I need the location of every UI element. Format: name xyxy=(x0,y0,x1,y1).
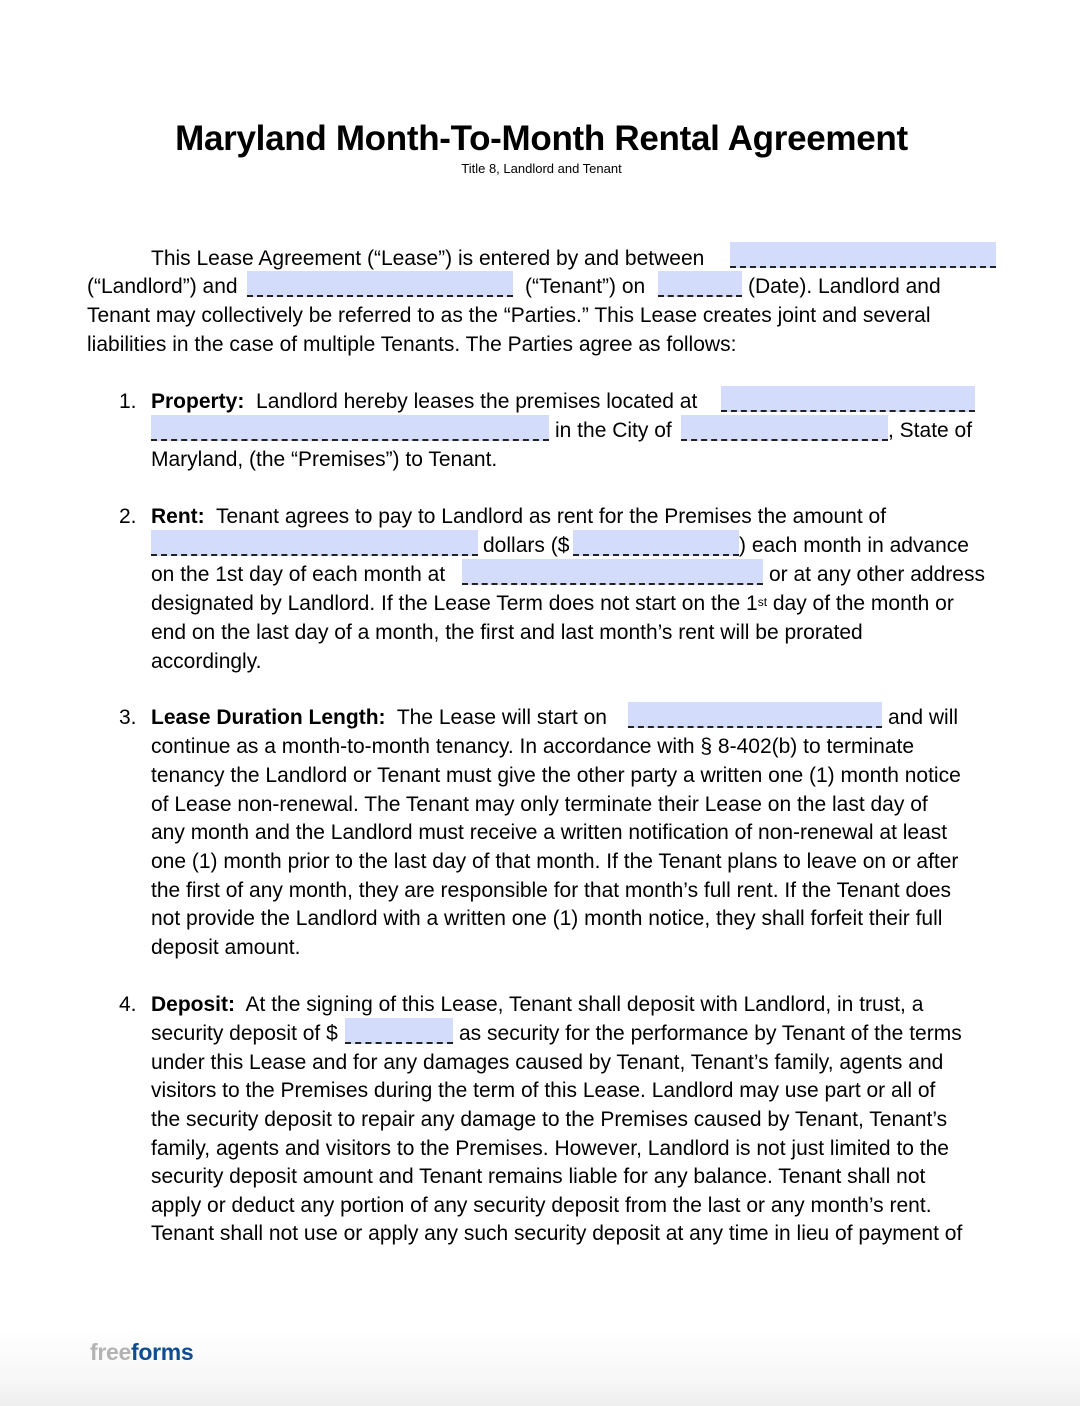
section-1-line-1 xyxy=(151,389,697,415)
section-2-text-4b: day of the month or xyxy=(767,592,954,615)
rent-amount-number-field[interactable] xyxy=(573,530,739,556)
section-2-heading: Rent: xyxy=(151,505,205,528)
section-2-text-3a: on the 1st day of each month at xyxy=(151,563,446,586)
intro-line-2b: (“Tenant”) on xyxy=(525,275,646,298)
section-2-text-5: end on the last day of a month, the first and last month’s rent will be prorated xyxy=(151,621,863,644)
rent-amount-words-field[interactable] xyxy=(151,530,478,556)
premises-address-field-1[interactable] xyxy=(721,386,975,412)
document-subtitle: Title 8, Landlord and Tenant xyxy=(461,161,622,176)
section-4-text-2a: security deposit of $ xyxy=(151,1022,338,1045)
section-3-text-1a: The Lease will start on xyxy=(396,706,607,729)
section-1-text-2b: , State of xyxy=(888,419,973,442)
logo-free-text: free xyxy=(90,1339,131,1365)
section-3-text-2: continue as a month-to-month tenancy. In accordance with § 8-402(b) to terminate xyxy=(151,735,915,758)
section-3-line-1 xyxy=(151,705,607,731)
payment-address-field[interactable] xyxy=(462,559,763,585)
section-2-line-1 xyxy=(151,504,886,530)
section-3-text-9: deposit amount. xyxy=(151,936,301,959)
section-1-heading: Property: xyxy=(151,390,245,413)
section-2-text-1: Tenant agrees to pay to Landlord as rent for the Premises the amount of xyxy=(215,505,887,528)
section-3-text-4: of Lease non-renewal. The Tenant may only terminate their Lease on the last day of xyxy=(151,793,928,816)
section-2-superscript: st xyxy=(757,595,768,609)
section-4-text-1: At the signing of this Lease, Tenant shall deposit with Landlord, in trust, a xyxy=(245,993,924,1016)
logo-forms-text: forms xyxy=(131,1339,194,1365)
section-4-text-2b: as security for the performance by Tenant of the terms xyxy=(459,1022,962,1045)
section-2-text-3b: or at any other address xyxy=(769,563,985,586)
section-4-heading: Deposit: xyxy=(151,993,235,1016)
section-2-text-6: accordingly. xyxy=(151,650,262,673)
section-4-text-3: under this Lease and for any damages caused by Tenant, Tenant’s family, agents and xyxy=(151,1051,944,1074)
section-4-text-7: security deposit amount and Tenant remains liable for any balance. Tenant shall not xyxy=(151,1165,926,1188)
section-4-line-1 xyxy=(151,992,923,1018)
section-3-text-8: not provide the Landlord with a written one (1) month notice, they shall forfeit their full xyxy=(151,907,943,930)
section-2-number: 2. xyxy=(119,505,137,528)
section-3-heading: Lease Duration Length: xyxy=(151,706,386,729)
intro-line-2a: (“Landlord”) and xyxy=(87,275,238,298)
section-3-number: 3. xyxy=(119,706,137,729)
section-3-text-5: any month and the Landlord must receive a written notification of non-renewal at least xyxy=(151,821,948,844)
premises-address-field-2[interactable] xyxy=(151,415,549,441)
section-4-text-8: apply or deduct any portion of any security deposit from the last or any month’s rent. xyxy=(151,1194,932,1217)
intro-line-3: Tenant may collectively be referred to as the “Parties.” This Lease creates joint and several xyxy=(87,304,931,327)
tenant-name-field[interactable] xyxy=(247,271,513,297)
freeforms-logo[interactable] xyxy=(90,1338,193,1366)
landlord-name-field[interactable] xyxy=(730,242,996,268)
section-3-text-3: tenancy the Landlord or Tenant must give the other party a written one (1) month notice xyxy=(151,764,961,787)
document-title: Maryland Month-To-Month Rental Agreement xyxy=(175,119,908,158)
section-4-text-5: the security deposit to repair any damage to the Premises caused by Tenant, Tenant’s xyxy=(151,1108,948,1131)
section-4-number: 4. xyxy=(119,993,137,1016)
lease-start-date-field[interactable] xyxy=(628,702,882,728)
section-3-text-1b: and will xyxy=(888,706,959,729)
section-1-number: 1. xyxy=(119,390,137,413)
section-4-text-4: visitors to the Premises during the term of this Lease. Landlord may use part or all of xyxy=(151,1079,936,1102)
section-4-text-6: family, agents and visitors to the Premises. However, Landlord is not just limited to the xyxy=(151,1137,949,1160)
section-1-text-2a: in the City of xyxy=(555,419,672,442)
section-1-text-3: Maryland, (the “Premises”) to Tenant. xyxy=(151,448,498,471)
intro-line-2c: (Date). Landlord and xyxy=(748,275,941,298)
section-2-text-2b: ) each month in advance xyxy=(739,534,969,557)
section-3-text-6: one (1) month prior to the last day of that month. If the Tenant plans to leave on or after xyxy=(151,850,959,873)
intro-line-4: liabilities in the case of multiple Tenants. The Parties agree as follows: xyxy=(87,333,737,356)
section-2-text-4a: designated by Landlord. If the Lease Term does not start on the 1 xyxy=(151,592,758,615)
city-field[interactable] xyxy=(681,415,888,441)
section-2-text-4 xyxy=(151,591,954,617)
security-deposit-field[interactable] xyxy=(345,1018,453,1044)
intro-line-1: This Lease Agreement (“Lease”) is entered by and between xyxy=(151,247,705,270)
section-3-text-7: the first of any month, they are responsible for that month’s full rent. If the Tenant does xyxy=(151,879,952,902)
section-2-text-2a: dollars ($ xyxy=(483,534,570,557)
agreement-date-field[interactable] xyxy=(658,271,742,297)
section-1-text-1: Landlord hereby leases the premises located at xyxy=(256,390,698,413)
section-4-text-9: Tenant shall not use or apply any such security deposit at any time in lieu of payment of xyxy=(151,1222,963,1245)
